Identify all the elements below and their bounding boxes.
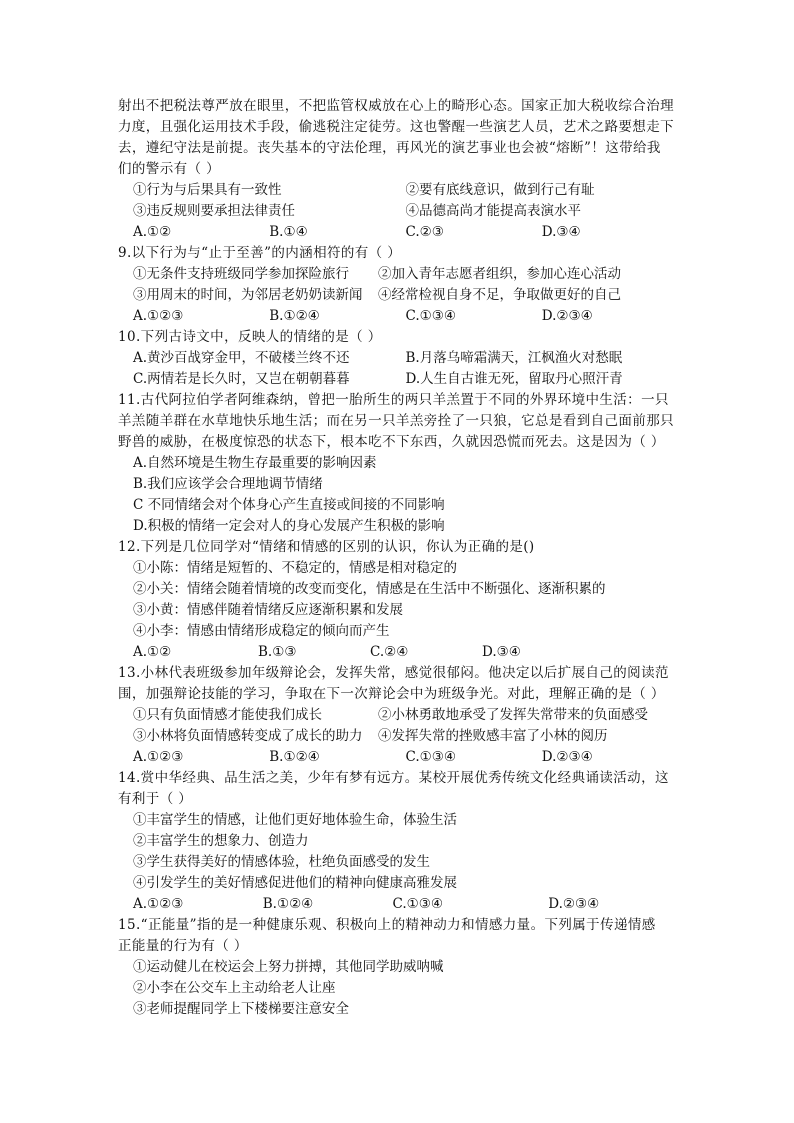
- statement-item: ③小林将负面情感转变成了成长的助力: [133, 728, 363, 744]
- answer-choice: D.③④: [541, 224, 581, 240]
- question-9: [118, 243, 678, 327]
- statement-row: [118, 369, 678, 390]
- answer-choice: A.①②③: [133, 896, 184, 912]
- question-stem-line: 羊羔随羊群在水草地快乐地生活；而在另一只羊羔旁拴了一只狼，它总是看到自己面前那只: [118, 413, 674, 429]
- answer-choices: [118, 642, 678, 663]
- question-stem-line: 射出不把税法尊严放在眼里，不把监管权威放在心上的畸形心态。国家正加大税收综合治理: [118, 98, 674, 114]
- statement-item: ①小陈：情绪是短暂的、不稳定的，情感是相对稳定的: [133, 560, 457, 576]
- answer-choice: B.①②④: [262, 896, 314, 912]
- question-stem-line: 12.下列是几位同学对“情绪和情感的区别的认识，你认为正确的是(): [118, 539, 535, 555]
- answer-option: B.我们应该学会合理地调节情绪: [133, 476, 323, 492]
- statement-item: ②小林勇敢地承受了发挥失常带来的负面感受: [378, 707, 648, 723]
- statement-item: ①运动健儿在校运会上努力拼搏，其他同学助威呐喊: [133, 959, 444, 975]
- answer-choice: A.①②③: [133, 308, 184, 324]
- question-10: [118, 327, 678, 390]
- question-stem-line: 15.“正能量”指的是一种健康乐观、积极向上的精神动力和情感力量。下列属于传递情感: [118, 917, 656, 933]
- answer-choice: B.①④: [269, 224, 308, 240]
- statement-item: ①无条件支持班级同学参加探险旅行: [133, 266, 349, 282]
- statement-item: ③小黄：情感伴随着情绪反应逐渐积累和发展: [133, 602, 403, 618]
- answer-option: D.人生自古谁无死，留取丹心照汗青: [405, 371, 623, 387]
- question-14: [118, 768, 678, 915]
- question-stem-line: 去，遵纪守法是前提。丧失基本的守法伦理，再风光的演艺事业也会被“熔断”！这带给我: [118, 140, 661, 156]
- answer-option: C 不同情绪会对个体身心产生直接或间接的不同影响: [133, 497, 445, 513]
- answer-choice: C.①③④: [392, 896, 443, 912]
- answer-choice: A.①②③: [133, 749, 184, 765]
- statement-item: ④引发学生的美好情感促进他们的精神向健康高雅发展: [133, 875, 457, 891]
- question-stem-line: 9.以下行为与“止于至善”的内涵相符的有（ ）: [118, 245, 402, 261]
- question-13: [118, 663, 678, 768]
- statement-row: [118, 726, 678, 747]
- statement-row: [118, 285, 678, 306]
- answer-choice: C.②④: [370, 644, 409, 660]
- statement-item: ①只有负面情感才能使我们成长: [133, 707, 322, 723]
- question-content: [118, 96, 678, 1020]
- question-stem-line: 有利于（ ）: [118, 791, 193, 807]
- statement-row: [118, 264, 678, 285]
- answer-option: B.月落乌啼霜满天，江枫渔火对愁眠: [405, 350, 623, 366]
- question-8: [118, 96, 678, 243]
- question-stem-line: 正能量的行为有（ ）: [118, 938, 248, 954]
- statement-item: ③老师提醒同学上下楼梯要注意安全: [133, 1001, 349, 1017]
- answer-choice: B.①③: [258, 644, 297, 660]
- answer-choice: A.①②: [133, 224, 172, 240]
- statement-item: ②要有底线意识，做到行己有耻: [405, 182, 595, 198]
- answer-choice: C.①③④: [405, 308, 456, 324]
- question-12: [118, 537, 678, 663]
- answer-choice: C.②③: [405, 224, 444, 240]
- statement-item: ④发挥失常的挫败感丰富了小林的阅历: [378, 728, 608, 744]
- answer-choice: B.①②④: [269, 749, 320, 765]
- question-stem-line: 11.古代阿拉伯学者阿维森纳，曾把一胎所生的两只羊羔置于不同的外界环境中生活：一只: [118, 392, 669, 408]
- answer-option: A.自然环境是生物生存最重要的影响因素: [133, 455, 377, 471]
- statement-item: ③违反规则要承担法律责任: [133, 203, 295, 219]
- answer-choice: A.①②: [133, 644, 172, 660]
- answer-choices: [118, 222, 678, 243]
- answer-option: A.黄沙百战穿金甲，不破楼兰终不还: [133, 350, 350, 366]
- statement-item: ③用周末的时间，为邻居老奶奶读新闻: [133, 287, 363, 303]
- answer-choice: D.②③④: [548, 896, 600, 912]
- statement-item: ②小李在公交车上主动给老人让座: [133, 980, 336, 996]
- question-stem-line: 13.小林代表班级参加年级辩论会，发挥失常，感觉很郁闷。他决定以后扩展自己的阅读范: [118, 665, 669, 681]
- statement-item: ②小关：情绪会随着情境的改变而变化，情感是在生活中不断强化、逐渐积累的: [133, 581, 606, 597]
- question-stem-line: 围，加强辩论技能的学习，争取在下一次辩论会中为班级争光。对此，理解正确的是（ ）: [118, 686, 665, 702]
- answer-choices: [118, 747, 678, 768]
- statement-item: ②加入青年志愿者组织，参加心连心活动: [378, 266, 621, 282]
- answer-choice: C.①③④: [405, 749, 456, 765]
- statement-item: ①丰富学生的情感，让他们更好地体验生命，体验生活: [133, 812, 457, 828]
- statement-row: [118, 180, 678, 201]
- statement-item: ②丰富学生的想象力、创造力: [133, 833, 309, 849]
- statement-row: [118, 201, 678, 222]
- statement-row: [118, 348, 678, 369]
- question-stem-line: 野兽的威胁，在极度惊恐的状态下，根本吃不下东西，久就因恐慌而死去。这是因为（ ）: [118, 434, 665, 450]
- statement-item: ④品德高尚才能提高表演水平: [405, 203, 581, 219]
- answer-choice: B.①②④: [269, 308, 320, 324]
- statement-row: [118, 705, 678, 726]
- question-stem-line: 10.下列古诗文中，反映人的情绪的是（ ）: [118, 329, 382, 345]
- answer-option: D.积极的情绪一定会对人的身心发展产生积极的影响: [133, 518, 445, 534]
- answer-choices: [118, 306, 678, 327]
- answer-option: C.两情若是长久时，又岂在朝朝暮暮: [133, 371, 350, 387]
- question-stem-line: 力度，且强化运用技术手段，偷逃税注定徒劳。这也警醒一些演艺人员，艺术之路要想走下: [118, 119, 674, 135]
- question-15: [118, 915, 678, 1020]
- question-stem-line: 14.赏中华经典、品生活之美，少年有梦有远方。某校开展优秀传统文化经典诵读活动，这: [118, 770, 669, 786]
- answer-choice: D.②③④: [541, 749, 593, 765]
- answer-choice: D.②③④: [541, 308, 593, 324]
- statement-item: ④小李：情感由情绪形成稳定的倾向而产生: [133, 623, 390, 639]
- statement-item: ①行为与后果具有一致性: [133, 182, 282, 198]
- statement-item: ④经常检视自身不足，争取做更好的自己: [378, 287, 621, 303]
- answer-choices: [118, 894, 678, 915]
- answer-choice: D.③④: [482, 644, 521, 660]
- statement-item: ③学生获得美好的情感体验，杜绝负面感受的发生: [133, 854, 430, 870]
- question-stem-line: 们的警示有（ ）: [118, 161, 220, 177]
- question-11: [118, 390, 678, 537]
